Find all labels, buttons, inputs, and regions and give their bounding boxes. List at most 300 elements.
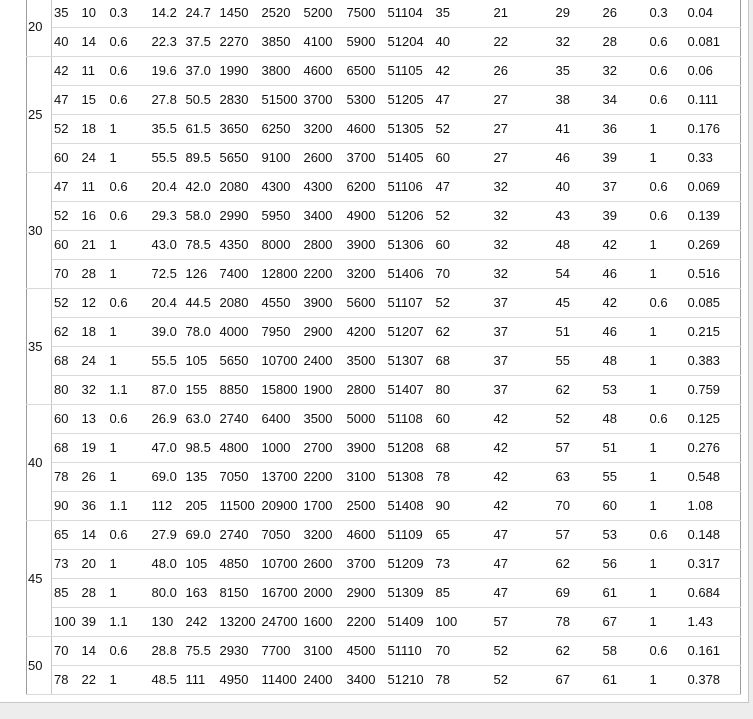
table-cell: 1 [108, 665, 150, 694]
table-row [27, 114, 741, 143]
table-cell: 100 [52, 607, 80, 636]
table-cell: 14.2 [150, 0, 184, 27]
table-cell: 51 [601, 433, 648, 462]
table-row [27, 259, 741, 288]
table-cell: 2830 [218, 85, 260, 114]
table-cell: 1 [648, 462, 686, 491]
table-cell: 57 [492, 607, 554, 636]
table-cell: 0.383 [686, 346, 741, 375]
table-cell: 19 [80, 433, 108, 462]
table-cell: 62 [434, 317, 492, 346]
table-cell: 55.5 [150, 143, 184, 172]
table-cell: 1.1 [108, 375, 150, 404]
table-cell: 26.9 [150, 404, 184, 433]
table-cell: 51409 [386, 607, 434, 636]
table-cell: 7050 [260, 520, 302, 549]
table-cell: 20900 [260, 491, 302, 520]
table-cell: 1 [108, 346, 150, 375]
table-cell: 1 [648, 665, 686, 694]
table-cell: 90 [434, 491, 492, 520]
table-cell: 3800 [260, 56, 302, 85]
table-cell: 4350 [218, 230, 260, 259]
table-cell: 205 [184, 491, 218, 520]
table-cell: 26 [492, 56, 554, 85]
table-cell: 51104 [386, 0, 434, 27]
table-cell: 0.516 [686, 259, 741, 288]
table-cell: 51 [554, 317, 601, 346]
table-cell: 52 [52, 114, 80, 143]
table-cell: 1.1 [108, 491, 150, 520]
table-cell: 70 [434, 636, 492, 665]
table-cell: 24 [80, 346, 108, 375]
table-cell: 53 [601, 520, 648, 549]
spec-table-body [27, 0, 741, 694]
group-label-cell: 40 [27, 404, 52, 520]
table-cell: 13200 [218, 607, 260, 636]
group-label-cell: 35 [27, 288, 52, 404]
table-cell: 43.0 [150, 230, 184, 259]
table-cell: 126 [184, 259, 218, 288]
table-cell: 51110 [386, 636, 434, 665]
table-cell: 5950 [260, 201, 302, 230]
table-cell: 36 [601, 114, 648, 143]
table-cell: 55.5 [150, 346, 184, 375]
table-cell: 2600 [302, 143, 345, 172]
table-cell: 0.6 [648, 201, 686, 230]
table-cell: 0.6 [648, 85, 686, 114]
table-row [27, 375, 741, 404]
table-cell: 4500 [345, 636, 386, 665]
table-cell: 32 [492, 259, 554, 288]
table-cell: 78.0 [184, 317, 218, 346]
table-cell: 51107 [386, 288, 434, 317]
table-cell: 38 [554, 85, 601, 114]
table-cell: 80 [52, 375, 80, 404]
table-cell: 52 [52, 201, 80, 230]
table-cell: 42 [492, 462, 554, 491]
table-cell: 2500 [345, 491, 386, 520]
table-cell: 2740 [218, 520, 260, 549]
table-cell: 0.6 [648, 636, 686, 665]
table-cell: 22 [80, 665, 108, 694]
table-cell: 70 [434, 259, 492, 288]
table-cell: 11 [80, 172, 108, 201]
table-row [27, 56, 741, 85]
table-cell: 60 [601, 491, 648, 520]
table-cell: 6250 [260, 114, 302, 143]
table-cell: 47 [492, 578, 554, 607]
table-cell: 51306 [386, 230, 434, 259]
table-cell: 1 [648, 433, 686, 462]
table-cell: 0.684 [686, 578, 741, 607]
table-cell: 69.0 [184, 520, 218, 549]
table-cell: 1 [648, 578, 686, 607]
table-cell: 2990 [218, 201, 260, 230]
group-label-cell: 45 [27, 520, 52, 636]
table-cell: 0.085 [686, 288, 741, 317]
table-row [27, 520, 741, 549]
table-cell: 42 [492, 404, 554, 433]
table-cell: 4300 [260, 172, 302, 201]
table-cell: 0.125 [686, 404, 741, 433]
group-label-cell: 25 [27, 56, 52, 172]
table-cell: 1 [108, 433, 150, 462]
table-cell: 0.6 [108, 288, 150, 317]
table-row [27, 549, 741, 578]
table-cell: 5000 [345, 404, 386, 433]
table-row [27, 462, 741, 491]
table-cell: 47.0 [150, 433, 184, 462]
table-cell: 7950 [260, 317, 302, 346]
table-cell: 57 [554, 520, 601, 549]
table-cell: 112 [150, 491, 184, 520]
table-cell: 39 [601, 143, 648, 172]
table-cell: 52 [434, 114, 492, 143]
table-cell: 5650 [218, 346, 260, 375]
table-cell: 51105 [386, 56, 434, 85]
table-cell: 78 [52, 665, 80, 694]
table-cell: 70 [52, 636, 80, 665]
table-cell: 65 [434, 520, 492, 549]
table-cell: 44.5 [184, 288, 218, 317]
table-cell: 0.317 [686, 549, 741, 578]
table-cell: 61 [601, 578, 648, 607]
table-cell: 55 [554, 346, 601, 375]
table-cell: 2700 [302, 433, 345, 462]
table-cell: 0.6 [108, 520, 150, 549]
table-cell: 3400 [302, 201, 345, 230]
table-cell: 12 [80, 288, 108, 317]
table-cell: 0.176 [686, 114, 741, 143]
table-cell: 46 [601, 259, 648, 288]
table-cell: 111 [184, 665, 218, 694]
table-cell: 20 [80, 549, 108, 578]
table-cell: 51206 [386, 201, 434, 230]
table-cell: 0.069 [686, 172, 741, 201]
table-cell: 42 [601, 288, 648, 317]
table-cell: 24 [80, 143, 108, 172]
table-cell: 2900 [345, 578, 386, 607]
table-cell: 20.4 [150, 288, 184, 317]
table-cell: 40 [52, 27, 80, 56]
group-label-cell: 20 [27, 0, 52, 56]
table-cell: 130 [150, 607, 184, 636]
table-cell: 4800 [218, 433, 260, 462]
table-cell: 36 [80, 491, 108, 520]
table-cell: 14 [80, 520, 108, 549]
table-cell: 37 [601, 172, 648, 201]
table-cell: 48.5 [150, 665, 184, 694]
table-cell: 24.7 [184, 0, 218, 27]
table-cell: 1 [648, 491, 686, 520]
table-cell: 26 [80, 462, 108, 491]
table-cell: 10700 [260, 549, 302, 578]
table-cell: 105 [184, 549, 218, 578]
spec-table [26, 0, 741, 695]
table-cell: 51210 [386, 665, 434, 694]
table-cell: 26 [601, 0, 648, 27]
table-cell: 51307 [386, 346, 434, 375]
table-cell: 0.759 [686, 375, 741, 404]
table-cell: 1 [648, 346, 686, 375]
table-cell: 1990 [218, 56, 260, 85]
table-cell: 2930 [218, 636, 260, 665]
table-cell: 80.0 [150, 578, 184, 607]
table-cell: 1 [648, 259, 686, 288]
table-cell: 4000 [218, 317, 260, 346]
table-cell: 1700 [302, 491, 345, 520]
table-cell: 7500 [345, 0, 386, 27]
table-cell: 15800 [260, 375, 302, 404]
table-cell: 4100 [302, 27, 345, 56]
table-cell: 35 [554, 56, 601, 85]
table-cell: 6400 [260, 404, 302, 433]
table-cell: 39 [601, 201, 648, 230]
table-cell: 60 [52, 404, 80, 433]
table-cell: 4600 [345, 114, 386, 143]
table-cell: 32 [80, 375, 108, 404]
table-cell: 3650 [218, 114, 260, 143]
table-cell: 45 [554, 288, 601, 317]
table-cell: 3700 [302, 85, 345, 114]
table-cell: 135 [184, 462, 218, 491]
table-cell: 78 [52, 462, 80, 491]
table-cell: 1 [648, 607, 686, 636]
table-cell: 15 [80, 85, 108, 114]
table-cell: 28 [80, 259, 108, 288]
table-cell: 5900 [345, 27, 386, 56]
table-cell: 68 [52, 433, 80, 462]
table-cell: 0.3 [108, 0, 150, 27]
table-cell: 1 [108, 317, 150, 346]
table-cell: 51305 [386, 114, 434, 143]
table-cell: 27.8 [150, 85, 184, 114]
table-row [27, 201, 741, 230]
table-cell: 29 [554, 0, 601, 27]
table-cell: 51109 [386, 520, 434, 549]
table-cell: 65 [52, 520, 80, 549]
table-cell: 42.0 [184, 172, 218, 201]
table-cell: 60 [434, 230, 492, 259]
table-cell: 58 [601, 636, 648, 665]
table-row [27, 346, 741, 375]
table-cell: 27 [492, 85, 554, 114]
table-cell: 5300 [345, 85, 386, 114]
table-cell: 60 [52, 143, 80, 172]
table-cell: 61 [601, 665, 648, 694]
table-cell: 69.0 [150, 462, 184, 491]
table-cell: 8850 [218, 375, 260, 404]
table-cell: 0.6 [648, 172, 686, 201]
table-cell: 47 [492, 520, 554, 549]
table-cell: 48.0 [150, 549, 184, 578]
table-row [27, 27, 741, 56]
table-row [27, 491, 741, 520]
table-cell: 1 [108, 114, 150, 143]
table-cell: 51208 [386, 433, 434, 462]
table-cell: 51108 [386, 404, 434, 433]
table-cell: 1 [648, 230, 686, 259]
table-cell: 32 [492, 230, 554, 259]
table-cell: 0.04 [686, 0, 741, 27]
table-cell: 52 [434, 288, 492, 317]
table-cell: 51106 [386, 172, 434, 201]
table-cell: 51204 [386, 27, 434, 56]
table-cell: 1 [648, 317, 686, 346]
table-cell: 2800 [345, 375, 386, 404]
table-cell: 6500 [345, 56, 386, 85]
table-cell: 46 [554, 143, 601, 172]
table-cell: 155 [184, 375, 218, 404]
table-cell: 21 [492, 0, 554, 27]
table-cell: 51405 [386, 143, 434, 172]
table-cell: 3200 [302, 520, 345, 549]
table-cell: 47 [52, 172, 80, 201]
table-cell: 4550 [260, 288, 302, 317]
table-cell: 1 [108, 230, 150, 259]
table-cell: 0.33 [686, 143, 741, 172]
table-cell: 4900 [345, 201, 386, 230]
table-cell: 51408 [386, 491, 434, 520]
table-cell: 87.0 [150, 375, 184, 404]
table-cell: 7700 [260, 636, 302, 665]
table-cell: 8000 [260, 230, 302, 259]
table-cell: 60 [52, 230, 80, 259]
table-cell: 42 [492, 433, 554, 462]
table-cell: 78 [554, 607, 601, 636]
table-cell: 41 [554, 114, 601, 143]
table-cell: 73 [52, 549, 80, 578]
table-cell: 51207 [386, 317, 434, 346]
table-cell: 52 [434, 201, 492, 230]
table-cell: 3850 [260, 27, 302, 56]
table-cell: 43 [554, 201, 601, 230]
table-row [27, 433, 741, 462]
table-cell: 78 [434, 665, 492, 694]
table-cell: 28 [80, 578, 108, 607]
table-cell: 16700 [260, 578, 302, 607]
table-cell: 0.6 [108, 404, 150, 433]
table-cell: 62 [554, 636, 601, 665]
table-row [27, 578, 741, 607]
table-cell: 24700 [260, 607, 302, 636]
table-cell: 1 [648, 549, 686, 578]
table-cell: 47 [52, 85, 80, 114]
table-cell: 63 [554, 462, 601, 491]
table-cell: 2520 [260, 0, 302, 27]
table-cell: 0.3 [648, 0, 686, 27]
table-cell: 37 [492, 317, 554, 346]
table-cell: 42 [601, 230, 648, 259]
table-cell: 0.548 [686, 462, 741, 491]
table-cell: 51205 [386, 85, 434, 114]
table-cell: 7050 [218, 462, 260, 491]
table-cell: 3100 [345, 462, 386, 491]
table-cell: 51500 [260, 85, 302, 114]
table-row [27, 0, 741, 27]
table-cell: 6200 [345, 172, 386, 201]
table-cell: 16 [80, 201, 108, 230]
table-row [27, 230, 741, 259]
table-cell: 0.6 [108, 85, 150, 114]
table-cell: 13 [80, 404, 108, 433]
table-cell: 27 [492, 114, 554, 143]
table-cell: 51308 [386, 462, 434, 491]
table-cell: 8150 [218, 578, 260, 607]
table-cell: 3900 [345, 433, 386, 462]
table-row [27, 143, 741, 172]
table-cell: 67 [554, 665, 601, 694]
table-cell: 10700 [260, 346, 302, 375]
table-cell: 3200 [302, 114, 345, 143]
table-cell: 35 [434, 0, 492, 27]
table-cell: 40 [554, 172, 601, 201]
table-cell: 37 [492, 375, 554, 404]
table-cell: 98.5 [184, 433, 218, 462]
table-cell: 2400 [302, 346, 345, 375]
table-cell: 32 [601, 56, 648, 85]
table-cell: 2080 [218, 172, 260, 201]
table-cell: 3400 [345, 665, 386, 694]
table-cell: 37 [492, 288, 554, 317]
table-row [27, 172, 741, 201]
table-cell: 1000 [260, 433, 302, 462]
table-cell: 39 [80, 607, 108, 636]
table-cell: 1 [648, 143, 686, 172]
table-cell: 47 [434, 172, 492, 201]
table-cell: 54 [554, 259, 601, 288]
table-cell: 0.6 [648, 404, 686, 433]
table-cell: 11400 [260, 665, 302, 694]
table-cell: 46 [601, 317, 648, 346]
table-cell: 32 [492, 172, 554, 201]
table-cell: 18 [80, 114, 108, 143]
table-cell: 70 [52, 259, 80, 288]
table-cell: 1.43 [686, 607, 741, 636]
table-cell: 2200 [345, 607, 386, 636]
table-cell: 0.6 [648, 520, 686, 549]
table-cell: 40 [434, 27, 492, 56]
table-cell: 90 [52, 491, 80, 520]
table-cell: 163 [184, 578, 218, 607]
table-cell: 73 [434, 549, 492, 578]
table-cell: 57 [554, 433, 601, 462]
table-cell: 4600 [345, 520, 386, 549]
table-cell: 42 [434, 56, 492, 85]
table-cell: 0.269 [686, 230, 741, 259]
table-cell: 2270 [218, 27, 260, 56]
table-cell: 1900 [302, 375, 345, 404]
table-cell: 48 [601, 346, 648, 375]
table-cell: 2800 [302, 230, 345, 259]
table-cell: 3500 [345, 346, 386, 375]
table-cell: 3100 [302, 636, 345, 665]
table-cell: 2900 [302, 317, 345, 346]
table-row [27, 317, 741, 346]
table-cell: 70 [554, 491, 601, 520]
table-cell: 75.5 [184, 636, 218, 665]
table-cell: 37.0 [184, 56, 218, 85]
table-cell: 5600 [345, 288, 386, 317]
table-cell: 12800 [260, 259, 302, 288]
table-cell: 63.0 [184, 404, 218, 433]
table-cell: 3700 [345, 143, 386, 172]
table-cell: 1.08 [686, 491, 741, 520]
table-row [27, 288, 741, 317]
table-cell: 80 [434, 375, 492, 404]
table-cell: 21 [80, 230, 108, 259]
table-row [27, 665, 741, 694]
